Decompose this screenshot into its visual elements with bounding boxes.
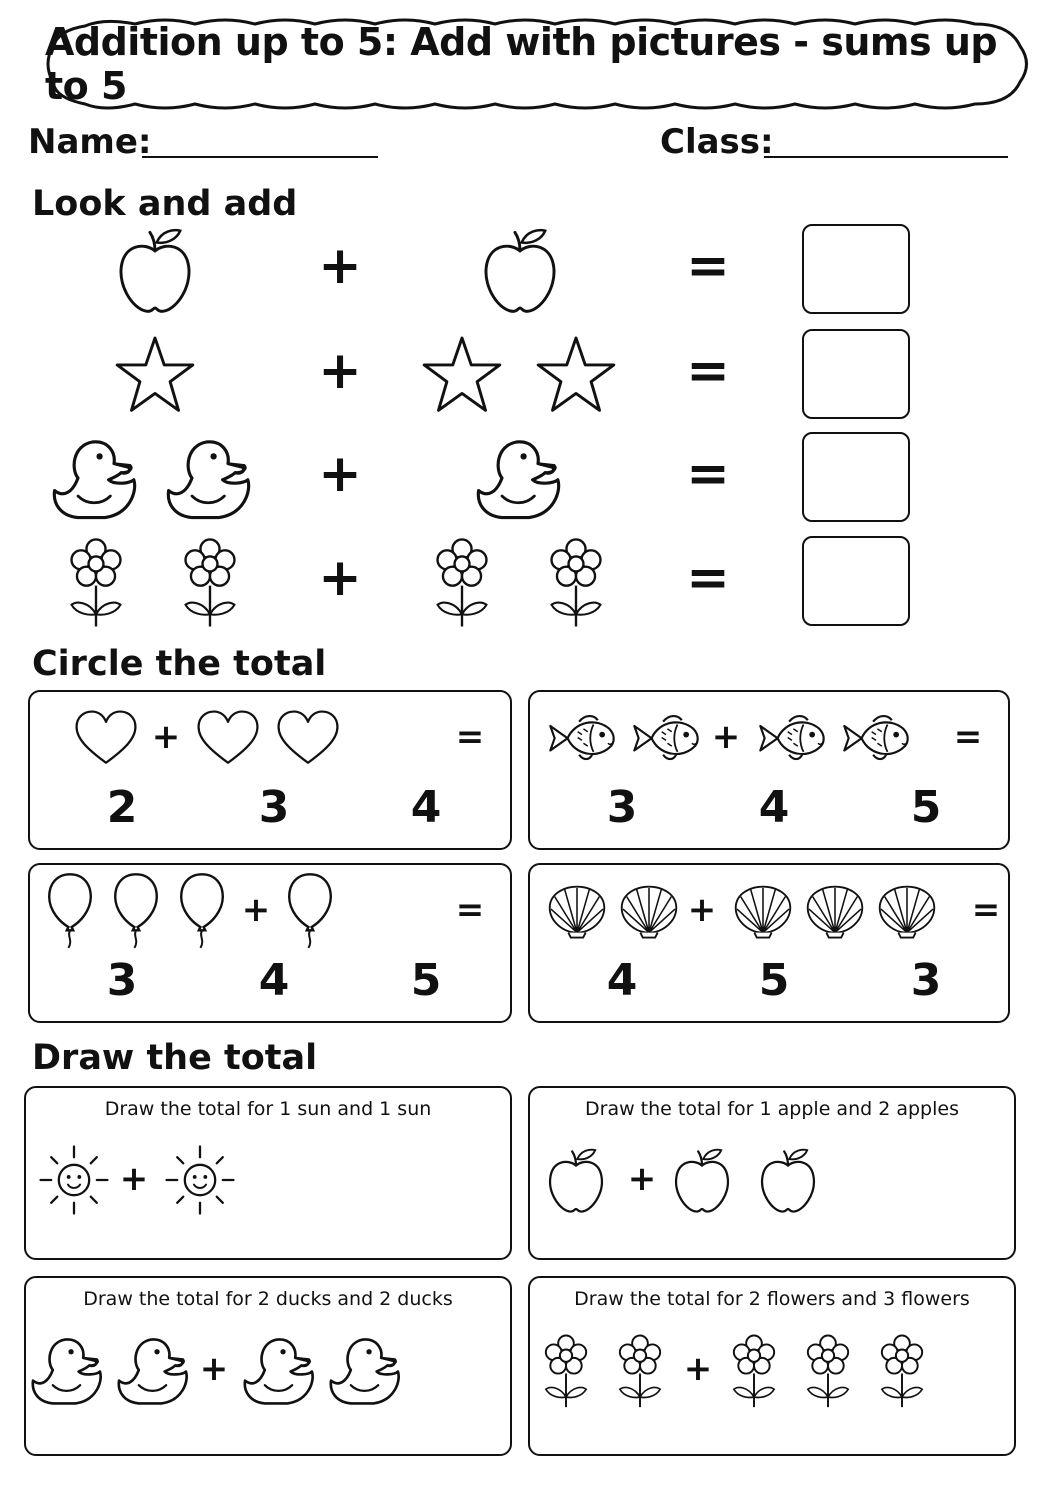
answer-choice[interactable]: 2: [106, 782, 138, 833]
instruction-text: Draw the total for 1 apple and 2 apples: [585, 1098, 959, 1120]
answer-choice[interactable]: 3: [106, 955, 138, 1006]
duck-icon: [51, 433, 141, 523]
plus-sign: +: [627, 1159, 657, 1199]
equals-sign: =: [953, 717, 983, 757]
answer-choice[interactable]: 4: [258, 955, 290, 1006]
answer-choice[interactable]: 3: [606, 782, 638, 833]
apple-icon: [756, 1145, 820, 1215]
answer-choice[interactable]: 4: [606, 955, 638, 1006]
answer-choice[interactable]: 3: [910, 955, 942, 1006]
flower-icon: [176, 534, 244, 629]
balloon-icon: [112, 871, 160, 951]
section-circle-the-total-title: Circle the total: [32, 644, 327, 684]
plus-sign: +: [711, 717, 741, 757]
shell-icon: [546, 883, 608, 939]
flower-icon: [800, 1331, 856, 1409]
answer-box[interactable]: [802, 432, 910, 522]
answer-choice[interactable]: 3: [258, 782, 290, 833]
heart-icon: [74, 709, 138, 767]
sun-icon: [162, 1142, 238, 1218]
answer-box[interactable]: [802, 536, 910, 626]
duck-icon: [242, 1332, 318, 1408]
plus-sign: +: [119, 1159, 149, 1199]
section-look-and-add-title: Look and add: [32, 184, 298, 224]
star-icon: [113, 333, 197, 417]
balloon-icon: [178, 871, 226, 951]
flower-icon: [726, 1331, 782, 1409]
apple-icon: [670, 1145, 734, 1215]
instruction-text: Draw the total for 2 ducks and 2 ducks: [83, 1288, 453, 1310]
shell-icon: [876, 883, 938, 939]
equals-sign: =: [686, 341, 730, 401]
fish-icon: [840, 713, 912, 763]
equals-sign: =: [686, 548, 730, 608]
plus-sign: +: [318, 548, 362, 608]
equals-sign: =: [971, 890, 1001, 930]
flower-icon: [62, 534, 130, 629]
duck-icon: [165, 433, 255, 523]
flower-icon: [874, 1331, 930, 1409]
equals-sign: =: [455, 717, 485, 757]
name-field[interactable]: [142, 156, 378, 158]
sun-icon: [36, 1142, 112, 1218]
plus-sign: +: [687, 890, 717, 930]
flower-icon: [538, 1331, 594, 1409]
apple-icon: [544, 1145, 608, 1215]
apple-icon: [113, 224, 197, 316]
class-field[interactable]: [764, 156, 1008, 158]
plus-sign: +: [241, 890, 271, 930]
flower-icon: [612, 1331, 668, 1409]
star-icon: [420, 333, 504, 417]
plus-sign: +: [151, 717, 181, 757]
name-label: Name:: [28, 122, 152, 162]
flower-icon: [542, 534, 610, 629]
duck-icon: [30, 1332, 106, 1408]
answer-choice[interactable]: 5: [410, 955, 442, 1006]
answer-choice[interactable]: 4: [410, 782, 442, 833]
instruction-text: Draw the total for 1 sun and 1 sun: [104, 1098, 432, 1120]
answer-choice[interactable]: 5: [910, 782, 942, 833]
shell-icon: [618, 883, 680, 939]
balloon-icon: [286, 871, 334, 951]
duck-icon: [116, 1332, 192, 1408]
heart-icon: [196, 709, 260, 767]
fish-icon: [630, 713, 702, 763]
plus-sign: +: [199, 1349, 229, 1389]
plus-sign: +: [318, 341, 362, 401]
section-draw-the-total-title: Draw the total: [32, 1038, 318, 1078]
worksheet-title: Addition up to 5: Add with pictures - sums up to 5: [45, 20, 998, 108]
plus-sign: +: [683, 1349, 713, 1389]
answer-box[interactable]: [802, 329, 910, 419]
shell-icon: [804, 883, 866, 939]
instruction-text: Draw the total for 2 flowers and 3 flowers: [574, 1288, 970, 1310]
answer-box[interactable]: [802, 224, 910, 314]
equals-sign: =: [455, 890, 485, 930]
plus-sign: +: [318, 236, 362, 296]
answer-choice[interactable]: 5: [758, 955, 790, 1006]
apple-icon: [478, 224, 562, 316]
plus-sign: +: [318, 444, 362, 504]
duck-icon: [475, 433, 565, 523]
answer-choice[interactable]: 4: [758, 782, 790, 833]
heart-icon: [276, 709, 340, 767]
equals-sign: =: [686, 444, 730, 504]
fish-icon: [546, 713, 618, 763]
equals-sign: =: [686, 236, 730, 296]
balloon-icon: [46, 871, 94, 951]
fish-icon: [756, 713, 828, 763]
duck-icon: [328, 1332, 404, 1408]
star-icon: [534, 333, 618, 417]
flower-icon: [428, 534, 496, 629]
shell-icon: [732, 883, 794, 939]
class-label: Class:: [660, 122, 774, 162]
